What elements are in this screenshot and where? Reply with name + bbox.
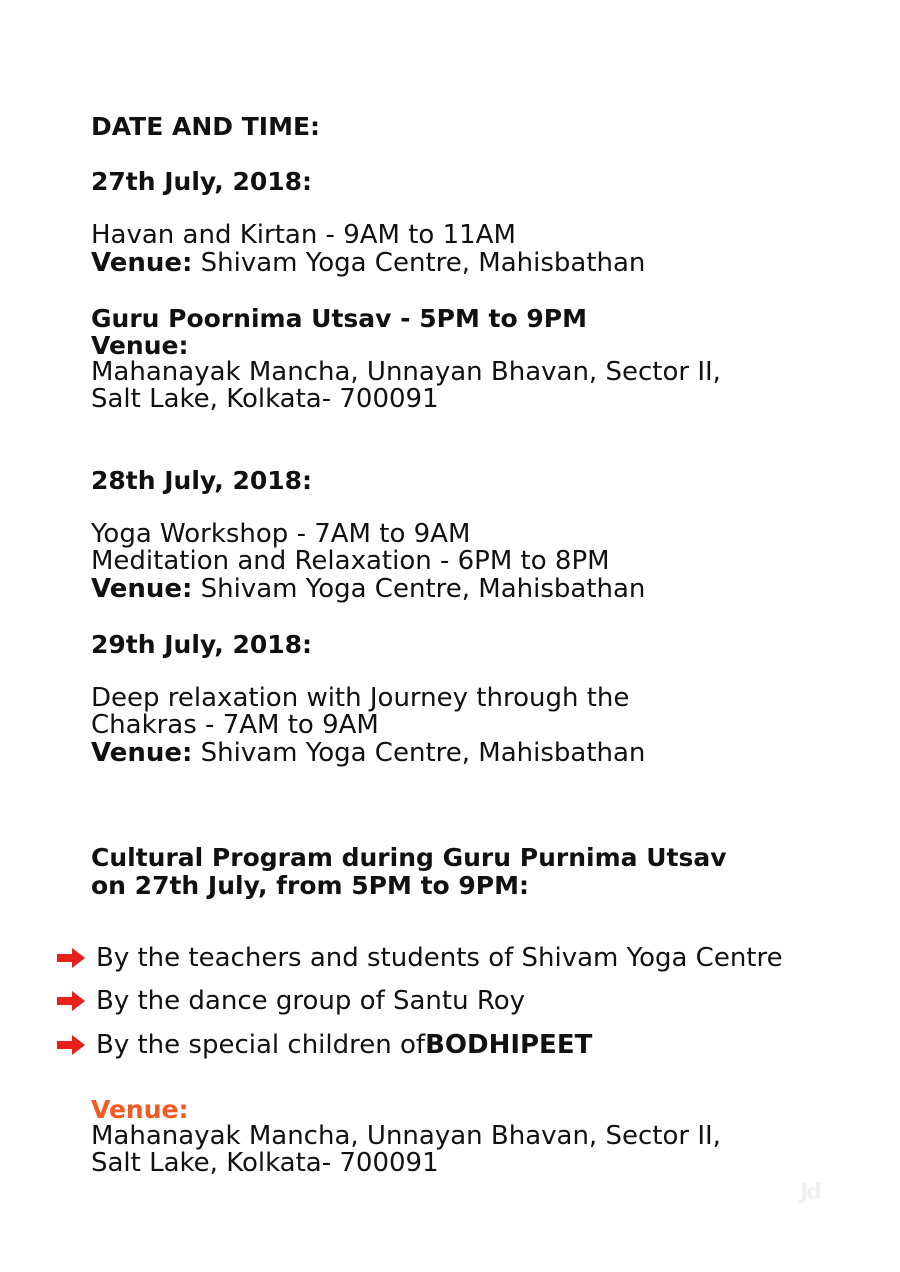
day1-venue-line	[91, 250, 645, 277]
cultural-item	[56, 1030, 592, 1060]
cultural-venue-label: Venue:	[91, 1095, 189, 1124]
cultural-venue-line2: Salt Lake, Kolkata- 700091	[91, 1148, 439, 1178]
venue-label: Venue:	[91, 248, 193, 278]
cultural-title-line2: on 27th July, from 5PM to 9PM:	[91, 871, 530, 900]
day3-event-line1: Deep relaxation with Journey through the	[91, 683, 630, 713]
cultural-item-text: By the teachers and students of Shivam Yoga Centre	[96, 943, 783, 973]
cultural-item	[56, 986, 525, 1016]
right-arrow-icon	[56, 947, 86, 969]
day1-date: 27th July, 2018:	[91, 167, 313, 196]
right-arrow-icon	[56, 990, 86, 1012]
cultural-venue-line1: Mahanayak Mancha, Unnayan Bhavan, Sector II,	[91, 1121, 721, 1151]
venue-text: Shivam Yoga Centre, Mahisbathan	[192, 738, 646, 768]
jd-watermark: Jd	[800, 1180, 820, 1205]
venue-label: Venue:	[91, 738, 193, 768]
venue-label: Venue:	[91, 574, 193, 604]
page-heading: DATE AND TIME:	[91, 112, 321, 141]
day3-event-line2: Chakras - 7AM to 9AM	[91, 710, 379, 740]
cultural-item-text: By the dance group of Santu Roy	[96, 986, 526, 1016]
day2-event-yoga-workshop: Yoga Workshop - 7AM to 9AM	[91, 519, 471, 549]
day2-date: 28th July, 2018:	[91, 466, 313, 495]
day1-venue-label-2: Venue:	[91, 331, 189, 360]
cultural-item-text: By the special children of	[96, 1030, 426, 1060]
day1-event-guru-poornima: Guru Poornima Utsav - 5PM to 9PM	[91, 304, 587, 333]
day2-venue-line	[91, 576, 645, 603]
day1-venue2-line1: Mahanayak Mancha, Unnayan Bhavan, Sector II,	[91, 357, 721, 387]
bodhipeet-text: BODHIPEET	[425, 1030, 593, 1060]
day2-event-meditation: Meditation and Relaxation - 6PM to 8PM	[91, 546, 610, 576]
venue-text: Shivam Yoga Centre, Mahisbathan	[192, 248, 646, 278]
cultural-item	[56, 943, 783, 973]
venue-text: Shivam Yoga Centre, Mahisbathan	[192, 574, 646, 604]
day3-date: 29th July, 2018:	[91, 630, 313, 659]
right-arrow-icon	[56, 1034, 86, 1056]
day1-venue2-line2: Salt Lake, Kolkata- 700091	[91, 384, 439, 414]
day3-venue-line	[91, 740, 645, 767]
day1-event-havan: Havan and Kirtan - 9AM to 11AM	[91, 220, 516, 250]
cultural-title-line1: Cultural Program during Guru Purnima Utsav	[91, 843, 727, 872]
